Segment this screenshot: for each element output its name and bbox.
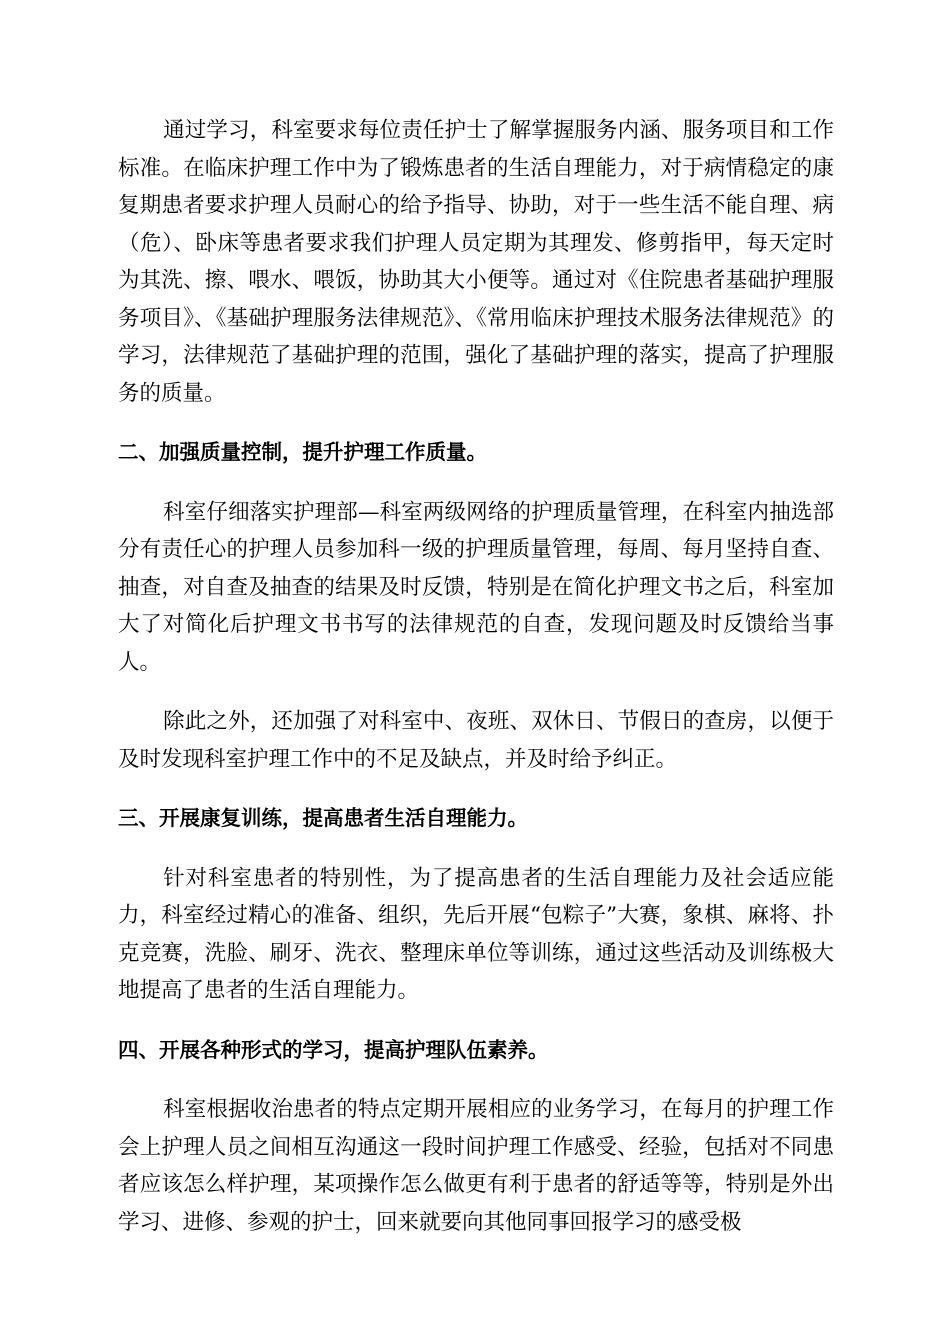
paragraph-study-standards: 通过学习，科室要求每位责任护士了解掌握服务内涵、服务项目和工作标准。在临床护理工作中为了锻炼患者的生活自理能力，对于病情稳定的康复期患者要求护理人员耐心的给予指导、协助，对于一些生活不能自理、病（危）、卧床等患者要求我们护理人员定期为其理发、修剪指甲，每天定时为其洗、擦、喂水、喂饭，协助其大小便等。通过对《住院患者基础护理服务项目》、《基础护理服务法律规范》、《常用临床护理技术服务法律规范》的学习，法律规范了基础护理的范围，强化了基础护理的落实，提高了护理服务的质量。 bbox=[118, 118, 834, 406]
paragraph-quality-management: 科室仔细落实护理部—科室两级网络的护理质量管理，在科室内抽选部分有责任心的护理人员参加科一级的护理质量管理，每周、每月坚持自查、抽查，对自查及抽查的结果及时反馈，特别是在简化护理文书之后，科室加大了对简化后护理文书书写的法律规范的自查，发现问题及时反馈给当事人。 bbox=[118, 499, 834, 675]
section-heading-learning: 四、开展各种形式的学习，提高护理队伍素养。 bbox=[118, 1037, 549, 1062]
section-heading-rehab-training: 三、开展康复训练，提高患者生活自理能力。 bbox=[118, 806, 528, 830]
paragraph-rehab-activities: 针对科室患者的特别性，为了提高患者的生活自理能力及社会适应能力，科室经过精心的准备、组织，先后开展“包粽子”大赛，象棋、麻将、扑克竞赛，洗脸、刷牙、洗衣、整理床单位等训练，通过这些活动及训练极大地提高了患者的生活自理能力。 bbox=[118, 865, 834, 1003]
document-body bbox=[118, 112, 834, 1263]
section-heading-quality-control: 二、加强质量控制，提升护理工作质量。 bbox=[118, 440, 487, 464]
paragraph-business-learning: 科室根据收治患者的特点定期开展相应的业务学习，在每月的护理工作会上护理人员之间相互沟通这一段时间护理工作感受、经验，包括对不同患者应该怎么样护理，某项操作怎么做更有利于患者的舒适等等，特别是外出学习、进修、参观的护士，回来就要向其他同事回报学习的感受极 bbox=[118, 1097, 834, 1235]
paragraph-ward-rounds: 除此之外，还加强了对科室中、夜班、双休日、节假日的查房，以便于及时发现科室护理工作中的不足及缺点，并及时给予纠正。 bbox=[118, 709, 834, 772]
